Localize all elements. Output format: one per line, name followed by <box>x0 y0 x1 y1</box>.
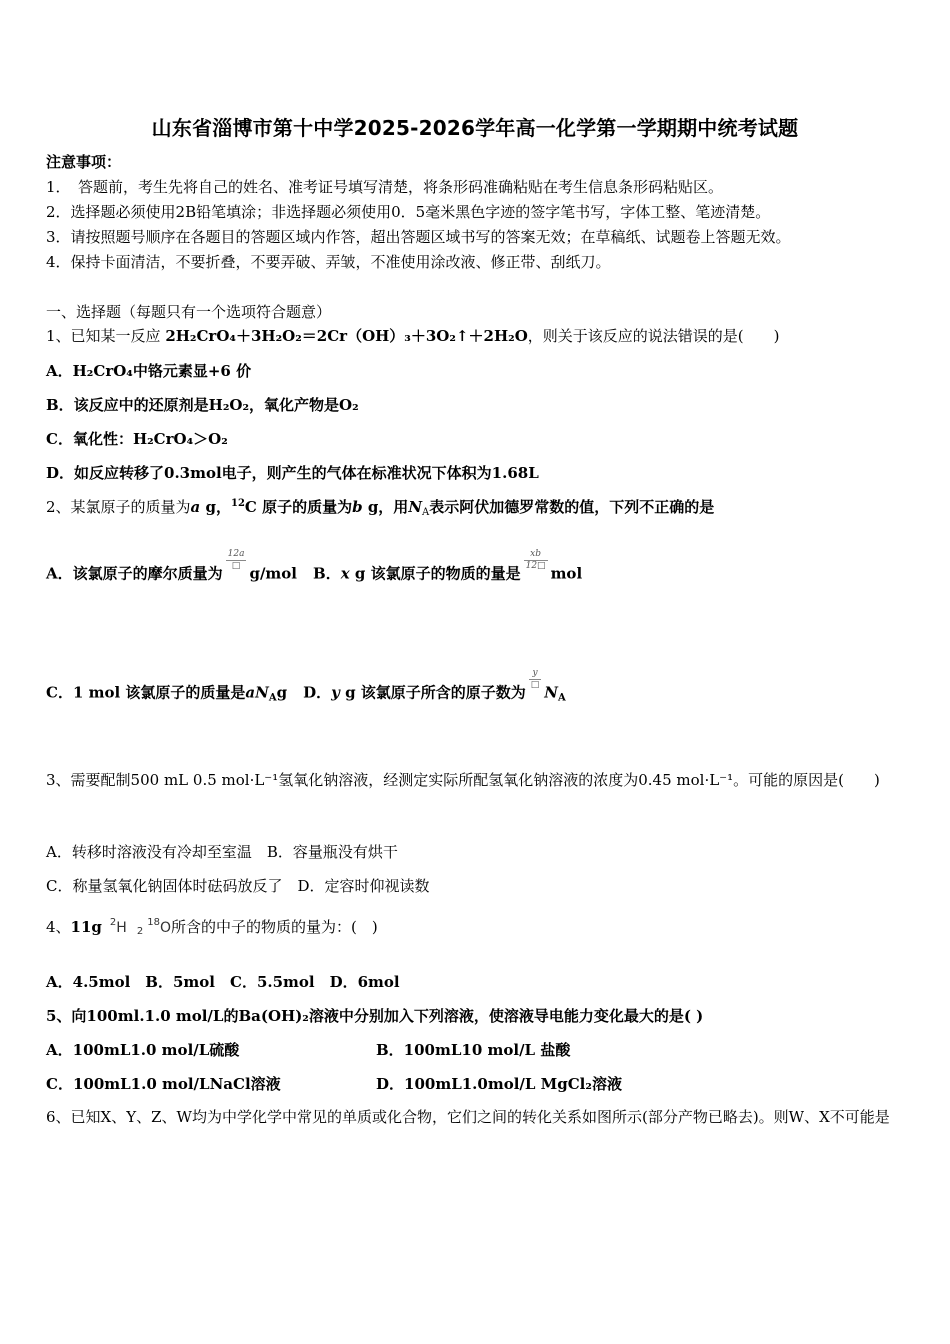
q3-options-ab: A．转移时溶液没有冷却至室温 B．容量瓶没有烘干 <box>46 843 398 861</box>
q4-o-symbol: O <box>159 920 171 936</box>
question-3: 3、需要配制500 mL 0.5 mol·L⁻¹氢氧化钠溶液，经测定实际所配氢氧化钠溶液的浓度为0.45 mol·L⁻¹。可能的原因是( ) <box>46 771 880 789</box>
q4-prefix: 4、 <box>46 918 71 936</box>
q2-option-d-avogadro: N <box>544 683 559 702</box>
q5-option-a: A．100mL1.0 mol/L硫酸 <box>46 1041 240 1059</box>
q2-option-b-label: B． <box>313 564 341 583</box>
notice-item-2: 2．选择题必须使用2B铅笔填涂；非选择题必须使用0．5毫米黑色字迹的签字笔书写，字体工整、笔迹清楚。 <box>46 203 771 221</box>
q2-option-d-avogadro-sub: A <box>558 692 566 704</box>
q2-option-b-fraction <box>524 549 548 572</box>
q2-option-b-numerator: xb <box>524 549 548 561</box>
q2-option-d-text: g 该氯原子所含的原子数为 <box>339 683 526 702</box>
q1-equation: 2H₂CrO₄＋3H₂O₂＝2Cr（OH）₃＋3O₂↑＋2H₂O <box>165 327 528 345</box>
q5-options-ab <box>46 1040 571 1060</box>
q2-options-ab <box>46 549 583 586</box>
q2-var-b: b <box>352 498 363 516</box>
q2-option-a-fraction <box>226 549 247 572</box>
q2-avogadro-sub: A <box>422 507 430 518</box>
q2-avogadro: N <box>408 498 423 516</box>
q2-text-3: C 原子的质量为 <box>244 498 353 516</box>
page-title: 山东省淄博市第十中学2025-2026学年高一化学第一学期期中统考试题 <box>151 116 799 140</box>
q2-option-d-numerator: y <box>529 668 542 680</box>
q4-suffix: 所含的中子的物质的量为：( ) <box>170 918 378 936</box>
q4-h-count: 2 <box>136 926 144 937</box>
q2-option-a-numerator: 12a <box>227 549 245 559</box>
q2-option-c-value: aN <box>245 683 269 702</box>
q5-options-cd <box>46 1074 622 1094</box>
q2-option-b-unit: mol <box>550 564 583 583</box>
q2-option-d-denominator: □ <box>530 680 540 690</box>
notice-item-1: 1． 答题前，考生先将自己的姓名、准考证号填写清楚，将条形码准确粘贴在考生信息条形码粘贴区。 <box>46 178 724 196</box>
q2-option-a-denominator: □ <box>231 561 241 571</box>
question-2 <box>46 497 714 517</box>
q1-prefix: 1、已知某一反应 <box>46 327 166 345</box>
q2-option-a-unit: g/mol <box>249 564 298 583</box>
q2-option-a-text: A．该氯原子的摩尔质量为 <box>46 564 223 583</box>
q2-c-mass: 12 <box>231 498 245 509</box>
q1-option-b: B．该反应中的还原剂是H₂O₂，氧化产物是O₂ <box>46 396 359 414</box>
q2-option-b-denominator: 12□ <box>525 561 546 571</box>
q5-option-d: D．100mL1.0mol/L MgCl₂溶液 <box>376 1075 622 1093</box>
q2-option-c-unit: g <box>276 683 288 702</box>
q2-options-cd <box>46 668 566 705</box>
q4-h-mass-number: 2 <box>109 917 117 928</box>
q2-option-b-text: g 该氯原子的物质的量是 <box>349 564 521 583</box>
question-4 <box>46 917 378 940</box>
section-heading: 一、选择题（每题只有一个选项符合题意） <box>46 303 332 321</box>
question-6: 6、已知X、Y、Z、W均为中学化学中常见的单质或化合物，它们之间的转化关系如图所示(部分产物已略去)。则W、X不可能是 <box>46 1108 890 1126</box>
q1-option-d: D．如反应转移了0.3mol电子，则产生的气体在标准状况下体积为1.68L <box>46 464 539 482</box>
q2-var-a: a <box>190 498 201 516</box>
q1-option-c: C．氧化性：H₂CrO₄＞O₂ <box>46 430 228 448</box>
q4-o-mass-number: 18 <box>147 917 160 928</box>
q5-option-b: B．100mL10 mol/L 盐酸 <box>376 1041 571 1059</box>
question-5: 5、向100ml.1.0 mol/L的Ba(OH)₂溶液中分别加入下列溶液，使溶液导电能力变化最大的是( ) <box>46 1007 704 1025</box>
q2-text-5: 表示阿伏加德罗常数的值，下列不正确的是 <box>429 498 715 516</box>
q4-formula <box>110 918 171 936</box>
q2-option-c-sub: A <box>268 692 277 704</box>
q4-mass: 11g <box>70 918 102 936</box>
q2-option-d-var: y <box>331 683 340 702</box>
q4-options: A．4.5mol B．5mol C．5.5mol D．6mol <box>46 973 400 991</box>
q3-options-cd: C．称量氢氧化钠固体时砝码放反了 D．定容时仰视读数 <box>46 877 430 895</box>
q2-text-2: g， <box>200 498 231 516</box>
q2-option-c-text: C．1 mol 该氯原子的质量是 <box>46 683 246 702</box>
q2-text-4: g，用 <box>362 498 409 516</box>
notice-item-3: 3．请按照题号顺序在各题目的答题区域内作答，超出答题区域书写的答案无效；在草稿纸、试题卷上答题无效。 <box>46 228 791 246</box>
q2-text-1: 2、某氯原子的质量为 <box>46 498 191 516</box>
notice-heading: 注意事项： <box>46 153 122 171</box>
q2-option-d-label: D． <box>303 683 332 702</box>
q1-option-a: A．H₂CrO₄中铬元素显+6 价 <box>46 362 252 380</box>
q2-option-d-fraction <box>529 668 542 691</box>
question-1 <box>46 326 779 346</box>
q1-suffix: ，则关于该反应的说法错误的是( ) <box>527 327 780 345</box>
q5-option-c: C．100mL1.0 mol/LNaCl溶液 <box>46 1075 281 1093</box>
q2-option-b-var: x <box>340 564 350 583</box>
notice-item-4: 4．保持卡面清洁，不要折叠，不要弄破、弄皱，不准使用涂改液、修正带、刮纸刀。 <box>46 253 611 271</box>
q4-h-symbol: H <box>116 920 127 936</box>
